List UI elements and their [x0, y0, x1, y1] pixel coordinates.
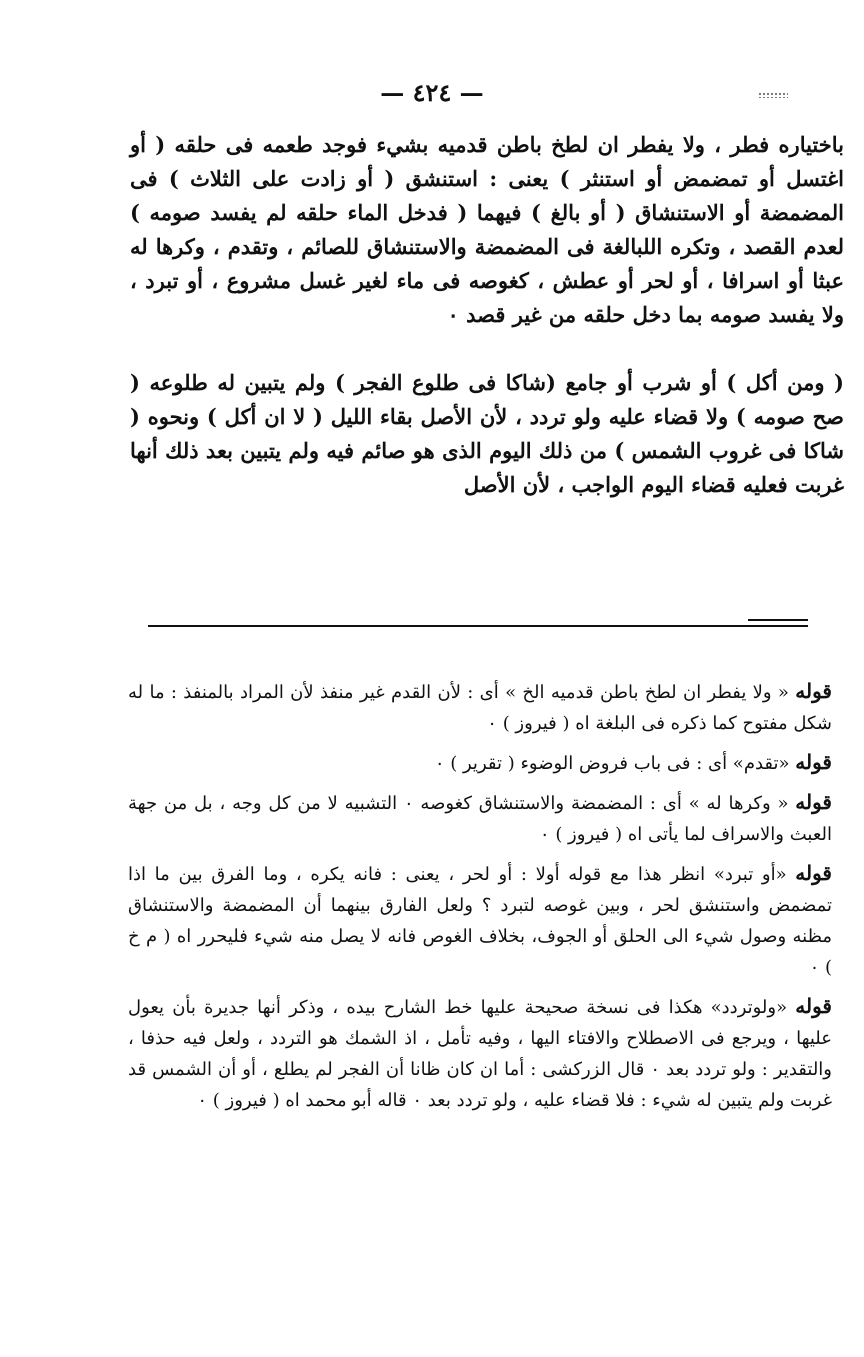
- footnote-text: «تقدم» أى : فى باب فروض الوضوء ( تقرير ) ٠: [434, 753, 790, 774]
- footnote-divider: [148, 625, 808, 627]
- footnote-label: قوله: [795, 679, 832, 703]
- main-paragraph: ( ومن أكل ) أو شرب أو جامع (شاكا فى طلوع الفجر ) ولم يتبين له طلوعه ( صح صومه ) ولا قضاء عليه ولو تردد ، لأن الأصل بقاء الليل ( لا ان أكل ) ونحوه ( شاكا فى غروب الشمس ) من ذلك اليوم الذى هو صائم فيه ولم يتبين بعد ذلك أنها غربت فعليه قضاء اليوم الواجب ، لأن الأصل: [130, 370, 844, 497]
- footnote-label: قوله: [795, 994, 832, 1018]
- footnote-text: « وكرها له » أى : المضمضة والاستنشاق كغوصه ٠ التشبيه لا من كل وجه ، بل من جهة العبث والاسراف لما يأتى اه ( فيروز ) ٠: [128, 793, 832, 845]
- footnote-label: قوله: [795, 861, 832, 885]
- footnote-text: «أو تبرد» انظر هذا مع قوله أولا : أو لحر ، يعنى : فانه يكره ، وما الفرق بين ما اذا تمضمض واستنشق لحر ، وبين غوصه لتبرد ؟ ولعل الفارق بينهما أن المضمضة والاستنشاق مظنه وصول شيء الى الحلق أو الجوف، بخلاف الغوص فانه لا يصل منه شيء فليحرر اه ( م خ ) ٠: [128, 864, 832, 978]
- footnote: [128, 991, 832, 1116]
- scan-speckle-mark: [758, 92, 788, 98]
- footnote: [128, 858, 832, 983]
- page-number: — ٤٢٤ —: [380, 78, 484, 107]
- footnote: [128, 787, 832, 850]
- footnote-label: قوله: [795, 750, 832, 774]
- footnote-text: « ولا يفطر ان لطخ باطن قدميه الخ » أى : لأن القدم غير منفذ لأن المراد بالمنفذ : ما له شكل مفتوح كما ذكره فى البلغة اه ( فيروز ) ٠: [128, 682, 832, 734]
- footnotes-section: [128, 676, 832, 1124]
- footnote-text: «ولوتردد» هكذا فى نسخة صحيحة عليها خط الشارح بيده ، وذكر أنها جديرة بأن يعول عليها ، ويرجع فى الاصطلاح والافتاء اليها ، وفيه تأمل ، اذ الشمك هو التردد ، ولعل فيه حذفا ، والتقدير : ولو تردد بعد ٠ قال الزركشى : أما ان كان ظانا أن الفجر لم يطلع ، أو أن الشمس قد غربت ولم يتبين له شيء : فلا قضاء عليه ، ولو تردد بعد ٠ قاله أبو محمد اه ( فيروز ) ٠: [128, 997, 832, 1111]
- footnote: [128, 747, 832, 779]
- main-paragraph: باختياره فطر ، ولا يفطر ان لطخ باطن قدميه بشيء فوجد طعمه فى حلقه ( أو اغتسل أو تمضمض أو استنثر ) يعنى : استنشق ( أو زادت على الثلاث ) فى المضمضة أو الاستنشاق ( أو بالغ ) فيهما ( فدخل الماء حلقه لم يفسد صومه ) لعدم القصد ، وتكره اللبالغة فى المضمضة والاستنشاق للصائم ، وتقدم ، وكرها له عبثا أو اسرافا ، أو لحر أو عطش ، كغوصه فى ماء لغير غسل مشروع ، أو تبرد ، ولا يفسد صومه بما دخل حلقه من غير قصد ٠: [130, 132, 844, 327]
- main-text-body: [130, 128, 844, 502]
- footnote: [128, 676, 832, 739]
- footnote-label: قوله: [795, 790, 832, 814]
